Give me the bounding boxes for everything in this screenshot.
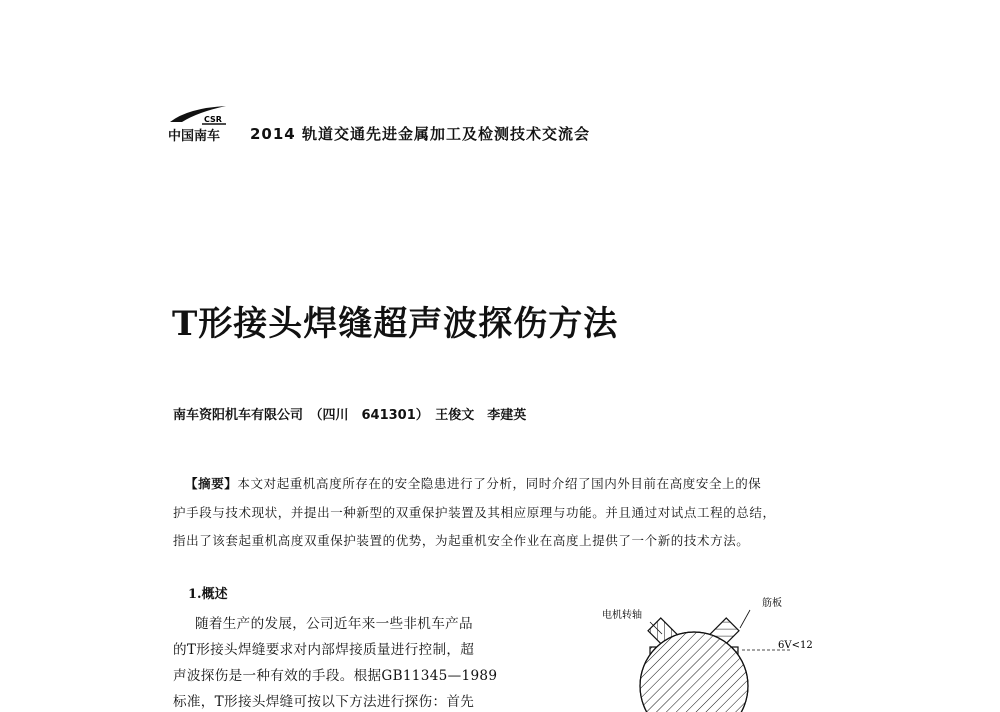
abstract-line: 护手段与技术现状，并提出一种新型的双重保护装置及其相应原理与功能。并且通过对试点工程的总结， bbox=[173, 505, 776, 520]
shaft-section bbox=[640, 632, 748, 712]
body-line: 声波探伤是一种有效的手段。根据GB11345—1989 bbox=[173, 668, 498, 684]
abstract-line: 指出了该套起重机高度双重保护装置的优势，为起重机安全作业在高度上提供了一个新的技术方法。 bbox=[173, 533, 750, 548]
svg-text:CSR: CSR bbox=[204, 115, 222, 124]
label-weld: 6V<12 bbox=[778, 640, 813, 651]
label-rib: 筋板 bbox=[762, 598, 782, 609]
abstract-label: 【摘要】 bbox=[185, 476, 238, 491]
csr-logo bbox=[168, 104, 228, 126]
brand-name: 中国南车 bbox=[168, 129, 221, 144]
body-line: 标准，T形接头焊缝可按以下方法进行探伤：首先 bbox=[173, 694, 475, 710]
section-heading: 1.概述 bbox=[188, 587, 228, 602]
abstract-text: 本文对起重机高度所存在的安全隐患进行了分析，同时介绍了国内外目前在高度安全上的保 bbox=[237, 476, 762, 491]
body-line: 的T形接头焊缝要求对内部焊接质量进行控制，超 bbox=[173, 642, 475, 658]
shaft-rib-diagram bbox=[590, 590, 850, 712]
abstract-line bbox=[185, 474, 761, 492]
paper-title: T形接头焊缝超声波探伤方法 bbox=[172, 304, 619, 344]
authors: 南车资阳机车有限公司 （四川 641301） 王俊文 李建英 bbox=[173, 408, 527, 423]
body-line: 随着生产的发展，公司近年来一些非机车产品 bbox=[195, 616, 473, 632]
label-shaft: 电机转轴 bbox=[602, 610, 642, 621]
conference-header: 2014 轨道交通先进金属加工及检测技术交流会 bbox=[250, 125, 590, 143]
